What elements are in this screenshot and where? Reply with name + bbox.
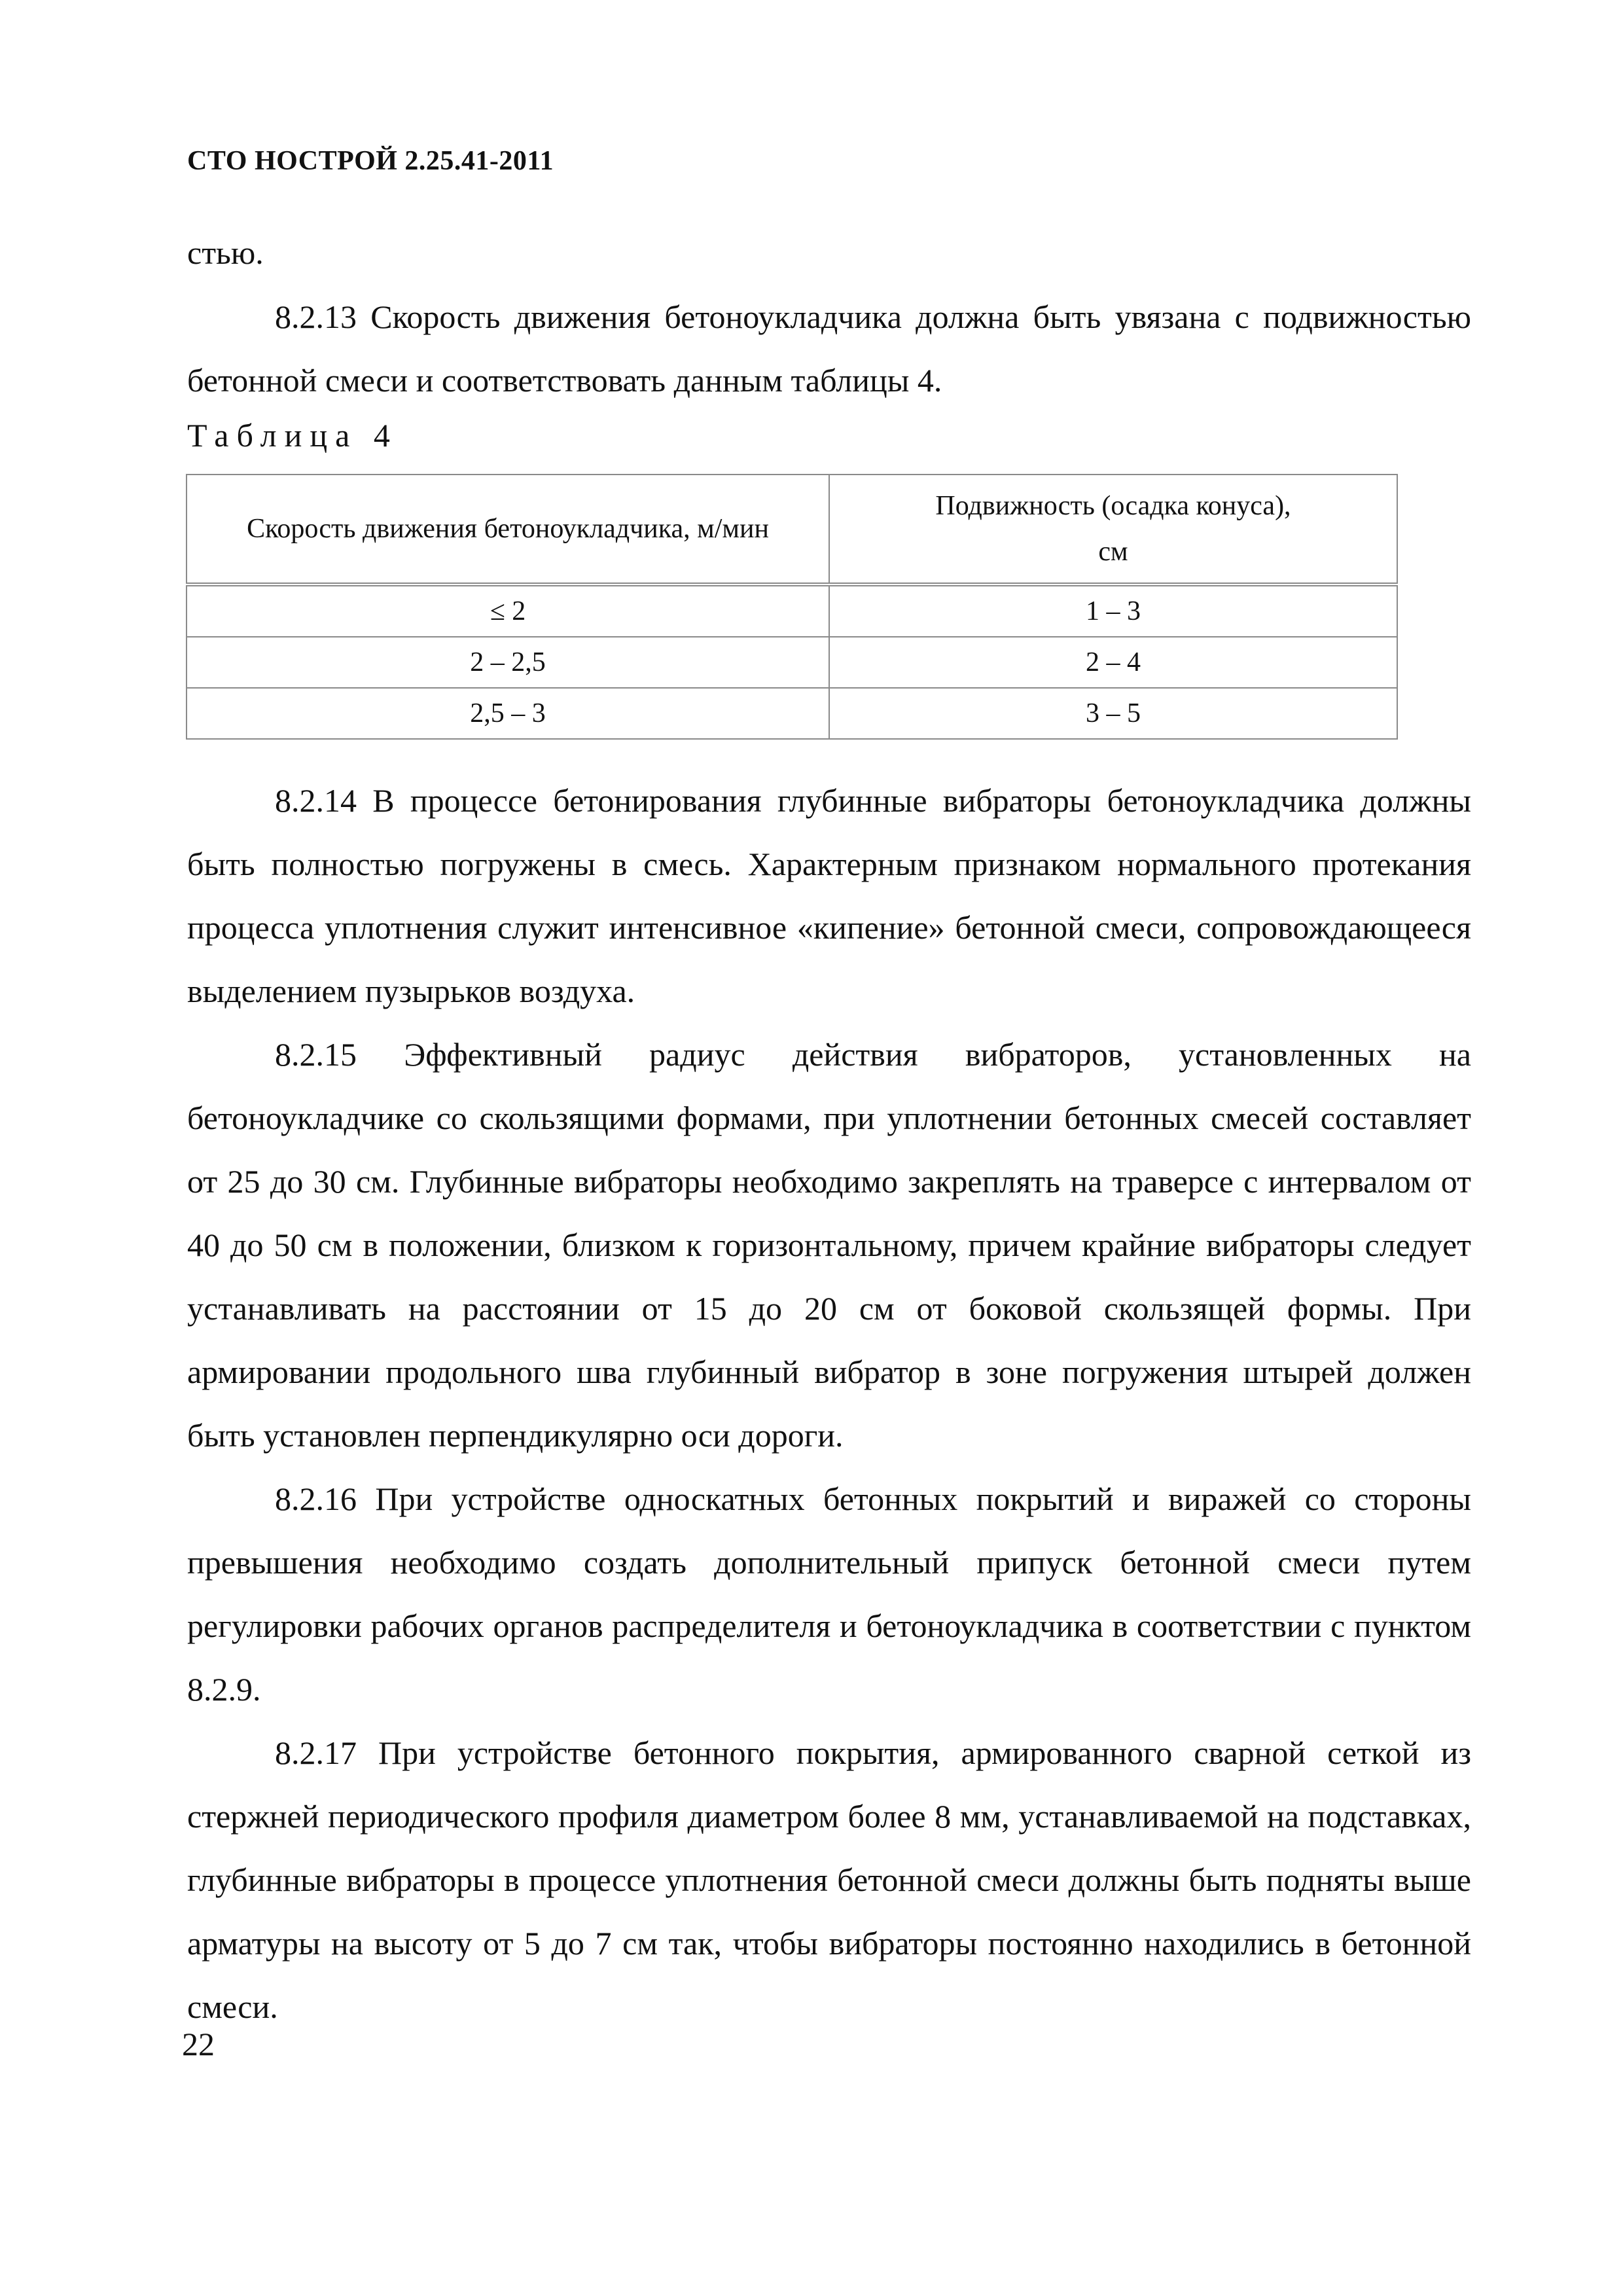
header-mobility-line1: Подвижность (осадка конуса), (935, 491, 1291, 521)
mobility-speed-table (186, 474, 1398, 740)
table-row (187, 584, 1397, 637)
document-code-header: СТО НОСТРОЙ 2.25.41-2011 (187, 146, 554, 176)
paragraph-8-2-17: 8.2.17 При устройстве бетонного покрытия, армированного сварной сеткой из стержней периодического профиля диаметром более 8 мм, устанавливаемой на подставках, глубинные вибраторы в процессе уплотнения бетонной смеси должны быть подняты выше арматуры на высоту от 5 до 7 см так, чтобы вибраторы постоянно находились в бетонной смеси. (187, 1734, 1471, 2025)
cell-mobility: 3 – 5 (829, 688, 1397, 739)
continuation-text (187, 221, 1471, 285)
table-row (187, 637, 1397, 688)
page-number: 22 (182, 2026, 215, 2062)
table-body (187, 584, 1397, 739)
table-header (187, 475, 1397, 584)
paragraph-8-2-13: 8.2.13 Скорость движения бетоноукладчика должна быть увязана с подвижностью бетонной смеси и соответствовать данным таблицы 4. (187, 298, 1471, 399)
paragraph-8-2-16: 8.2.16 При устройстве односкатных бетонных покрытий и виражей со стороны превышения необходимо создать дополнительный припуск бетонной смеси путем регулировки рабочих органов распределителя и бетоноукладчика в соответствии с пунктом 8.2.9. (187, 1480, 1471, 1708)
cell-speed: 2,5 – 3 (187, 688, 829, 739)
cell-speed: ≤ 2 (187, 584, 829, 637)
table-row (187, 688, 1397, 739)
paragraph-8-2-15: 8.2.15 Эффективный радиус действия вибраторов, установленных на бетоноукладчике со скользящими формами, при уплотнении бетонных смесей составляет от 25 до 30 см. Глубинные вибраторы необходимо закреплять на траверсе с интервалом от 40 до 50 см в положении, близком к горизонтальному, причем крайние вибраторы следует устанавливать на расстоянии от 15 до 20 см от боковой скользящей формы. При армировании продольного шва глубинный вибратор в зоне погружения штырей должен быть установлен перпендикулярно оси дороги. (187, 1036, 1471, 1454)
header-mobility (829, 475, 1397, 584)
cell-speed: 2 – 2,5 (187, 637, 829, 688)
paragraphs-block (187, 769, 1471, 2039)
paragraph-continuation: стью. (187, 234, 264, 271)
cell-mobility: 2 – 4 (829, 637, 1397, 688)
header-mobility-unit: см (1098, 537, 1128, 567)
cell-mobility: 1 – 3 (829, 584, 1397, 637)
paragraph-8-2-13-block (187, 285, 1471, 412)
table-container (186, 474, 1398, 740)
paragraph-8-2-14: 8.2.14 В процессе бетонирования глубинные вибраторы бетоноукладчика должны быть полностью погружены в смесь. Характерным признаком нормального протекания процесса уплотнения служит интенсивное «кипение» бетонной смеси, сопровождающееся выделением пузырьков воздуха. (187, 782, 1471, 1009)
table-header-row (187, 475, 1397, 584)
header-speed: Скорость движения бетоноукладчика, м/мин (187, 475, 829, 584)
table-caption: Таблица 4 (187, 417, 398, 454)
